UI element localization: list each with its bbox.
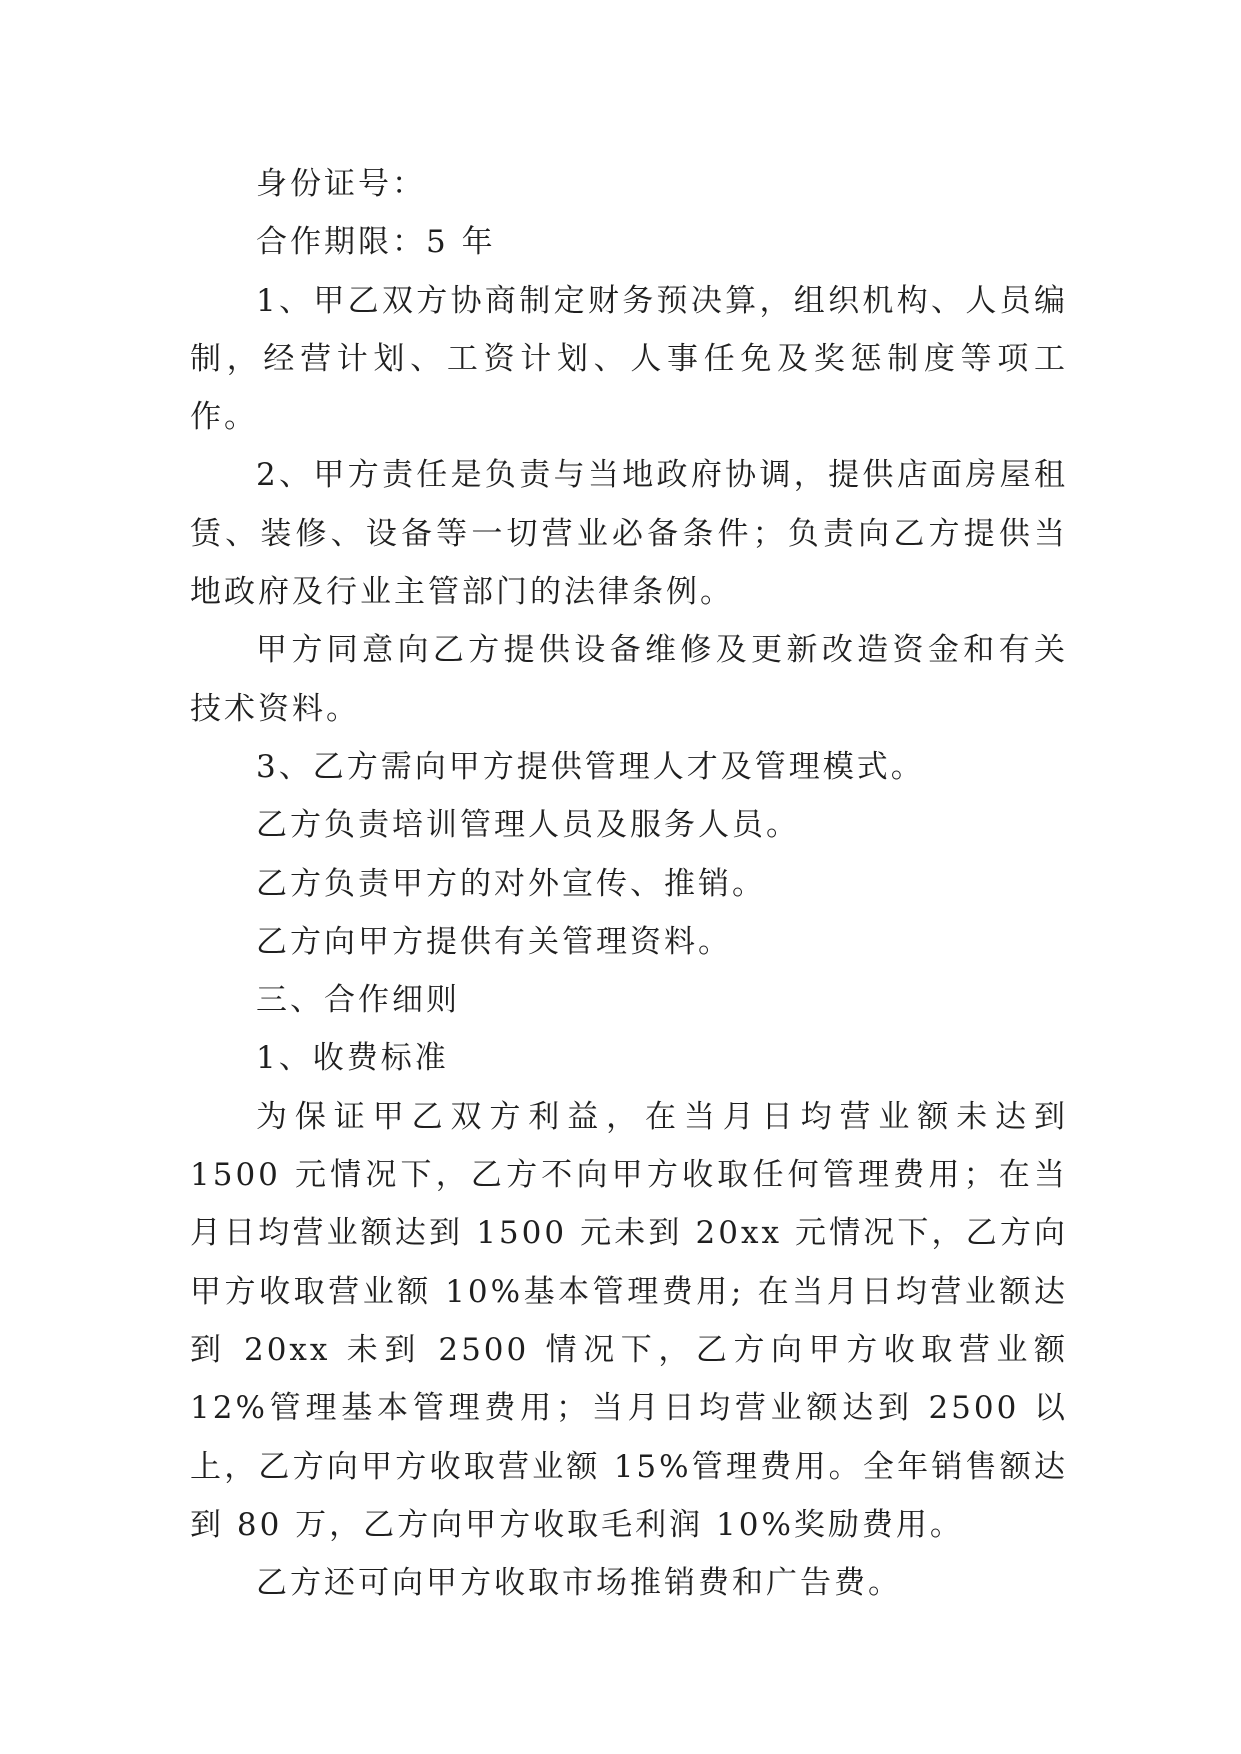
marketing-fee-paragraph: 乙方还可向甲方收取市场推销费和广告费。 (256, 1565, 902, 1602)
document-body (190, 155, 1068, 1612)
party-a-funding-paragraph: 甲方同意向乙方提供设备维修及更新改造资金和有关技术资料。 (190, 632, 1068, 727)
cooperation-term-line: 合作期限：5 年 (256, 224, 496, 261)
management-materials-paragraph: 乙方向甲方提供有关管理资料。 (256, 923, 732, 960)
clause-3-paragraph: 3、乙方需向甲方提供管理人才及管理模式。 (256, 748, 925, 785)
clause-1-paragraph: 1、甲乙双方协商制定财务预决算，组织机构、人员编制，经营计划、工资计划、人事任免及奖惩制度等项工作。 (190, 282, 1068, 436)
section-heading: 三、合作细则 (256, 982, 460, 1019)
promotion-paragraph: 乙方负责甲方的对外宣传、推销。 (256, 865, 766, 902)
id-number-line: 身份证号： (256, 166, 426, 202)
training-paragraph: 乙方负责培训管理人员及服务人员。 (256, 807, 800, 844)
subsection-heading: 1、收费标准 (256, 1040, 449, 1077)
clause-2-paragraph: 2、甲方责任是负责与当地政府协调，提供店面房屋租赁、装修、设备等一切营业必备条件；负责向乙方提供当地政府及行业主管部门的法律条例。 (190, 457, 1068, 611)
fee-standard-paragraph: 为保证甲乙双方利益，在当月日均营业额未达到 1500 元情况下，乙方不向甲方收取任何管理费用；在当月日均营业额达到 1500 元未到 20xx 元情况下，乙方向甲方收取营业额 10%基本管理费用; 在当月日均营业额达到 20xx 未到 2500 情况下，乙方向甲方收取营业额 12%管理基本管理费用；当月日均营业额达到 2500 以上，乙方向甲方收取营业额 15%管理费用。全年销售额达到 80 万，乙方向甲方收取毛利润 10%奖励费用。 (190, 1098, 1068, 1543)
